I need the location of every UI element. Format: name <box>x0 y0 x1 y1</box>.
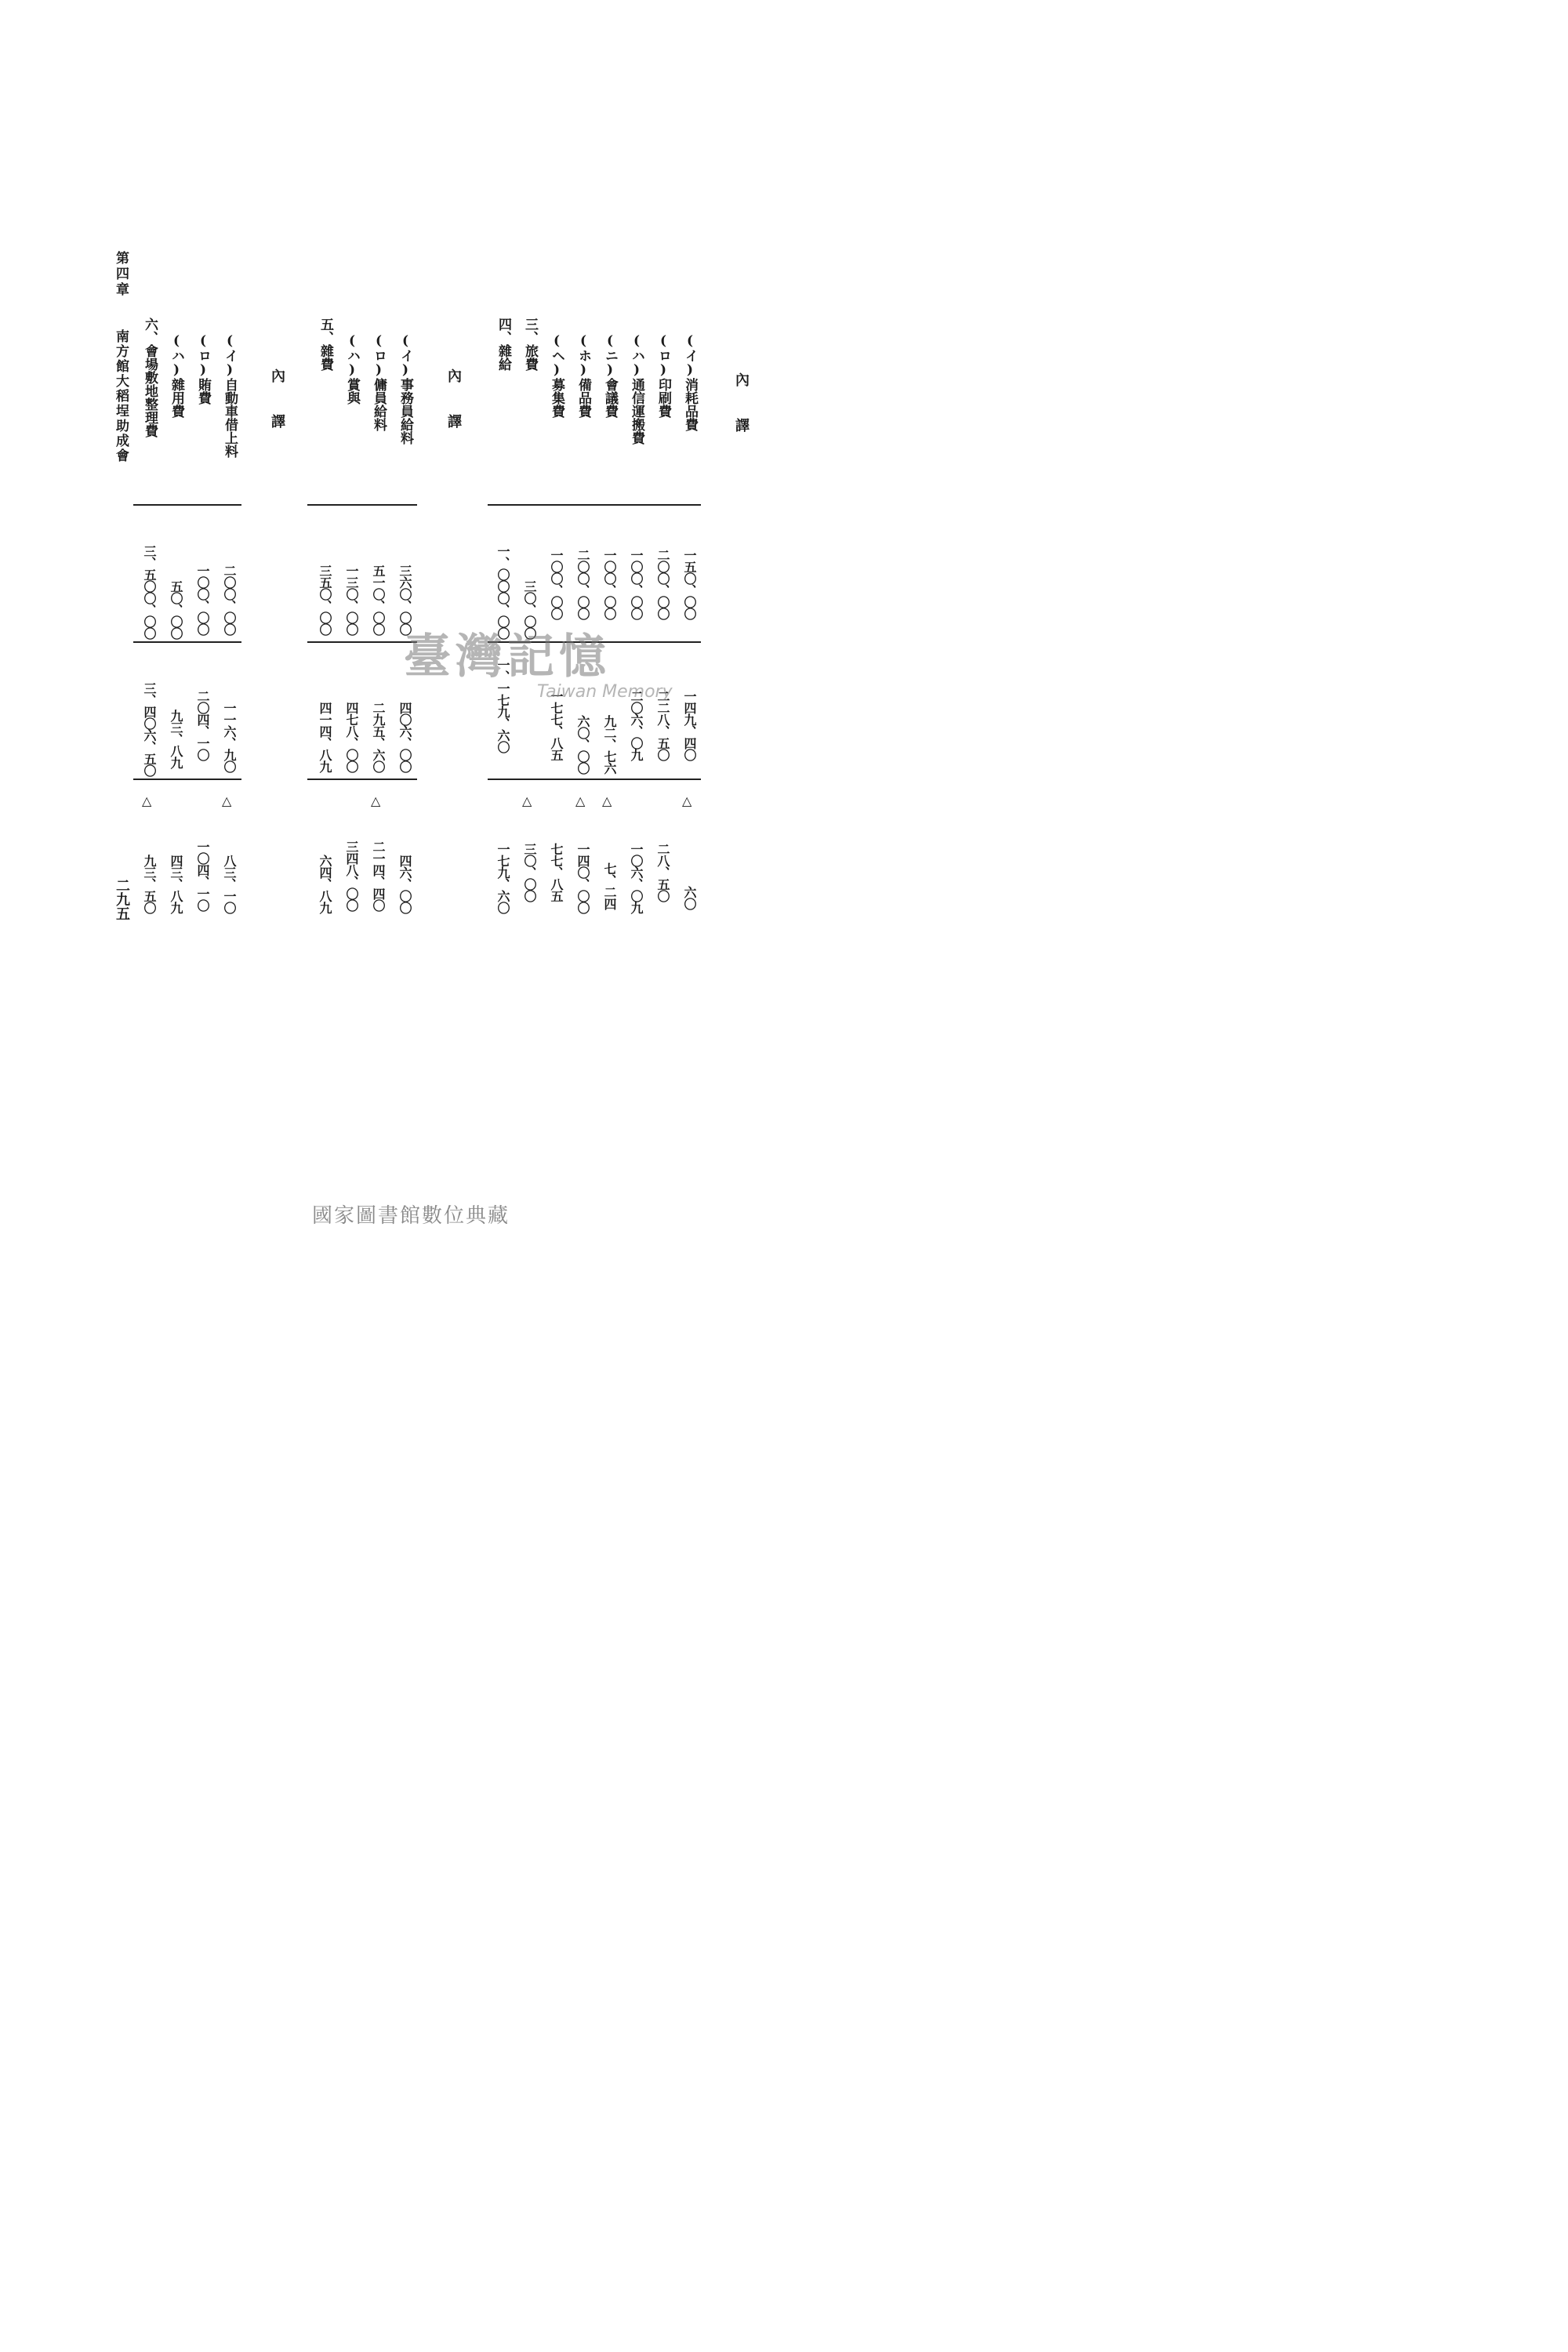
budget-value: 一〇〇、〇〇 <box>549 549 564 619</box>
difference-value: 四三、八九 <box>169 855 183 913</box>
item-label: 五、雜費 <box>318 318 333 371</box>
budget-value: 五〇、〇〇 <box>169 580 183 639</box>
item-label: (ロ)印刷費 <box>655 333 671 418</box>
decrease-triangle: △ <box>602 793 612 808</box>
budget-value: 五一〇、〇〇 <box>371 564 386 635</box>
budget-value: 二〇〇、〇〇 <box>222 564 237 635</box>
difference-value: 三四八、〇〇 <box>344 840 359 911</box>
difference-value: 一〇四、一〇 <box>195 840 210 911</box>
actual-value: 三、四〇六、五〇 <box>142 682 157 776</box>
watermark <box>404 619 673 702</box>
budget-value: 一三〇、〇〇 <box>344 564 359 635</box>
item-label: 六、會場敷地整理費 <box>142 318 158 437</box>
budget-value: 二〇〇、〇〇 <box>655 549 670 619</box>
actual-value: 一一六、九〇 <box>222 702 237 772</box>
chapter-title: 第四章 <box>113 251 129 298</box>
difference-value: 三〇、〇〇 <box>522 843 537 902</box>
rule-c-1 <box>133 504 241 506</box>
budget-value: 一〇〇、〇〇 <box>629 549 644 619</box>
rule-a-3 <box>488 779 701 780</box>
difference-value: 九三、五〇 <box>142 855 157 913</box>
budget-value: 三、五〇〇、〇〇 <box>142 545 157 639</box>
watermark-cjk: 臺灣記憶 <box>404 630 611 684</box>
difference-value: 四六、〇〇 <box>397 855 412 913</box>
difference-value: 七、二四 <box>602 862 617 909</box>
rule-c-2 <box>133 641 241 643</box>
item-label: (ハ)通信運搬費 <box>629 333 644 445</box>
item-label: (ヘ)募集費 <box>549 333 564 418</box>
item-label: (ハ)賞與 <box>344 333 360 405</box>
breakdown-label-a: 內譯 <box>733 372 750 463</box>
budget-value: 三五〇、〇〇 <box>318 564 332 635</box>
chapter-header <box>111 251 131 298</box>
difference-value: 二八、五〇 <box>655 843 670 902</box>
item-label: (ニ)會議費 <box>602 333 618 418</box>
item-label: (イ)自動車借上料 <box>222 333 238 458</box>
difference-value: 八三、一〇 <box>222 855 237 913</box>
page-number: 二九五 <box>114 878 130 920</box>
item-label: (イ)消耗品費 <box>682 333 698 431</box>
budget-value: 一〇〇、〇〇 <box>195 564 210 635</box>
organization-title: 南方館大稻埕助成會 <box>113 329 129 463</box>
decrease-triangle: △ <box>142 793 152 808</box>
rule-b-3 <box>307 779 417 780</box>
rule-a-1 <box>488 504 701 506</box>
decrease-triangle: △ <box>522 793 532 808</box>
footer-credit: 國家圖書館數位典藏 <box>311 1204 510 1228</box>
rule-b-2 <box>307 641 417 643</box>
item-label: (イ)事務員給料 <box>397 333 413 445</box>
difference-value: 七七、八五 <box>549 843 564 902</box>
actual-value: 四〇六、〇〇 <box>397 702 412 772</box>
actual-value: 九三、八九 <box>169 710 183 768</box>
item-label: 三、旅費 <box>522 318 538 371</box>
watermark-en: Taiwan Memory <box>537 682 673 702</box>
budget-value: 一〇〇、〇〇 <box>602 549 617 619</box>
item-label: (ロ)賄費 <box>195 333 211 405</box>
difference-value: 一四〇、〇〇 <box>575 843 590 913</box>
difference-value: 六〇 <box>682 886 697 909</box>
budget-value: 二〇〇、〇〇 <box>575 549 590 619</box>
actual-value: 一七七、八五 <box>549 690 564 760</box>
rule-c-3 <box>133 779 241 780</box>
item-label: 四、雜給 <box>495 318 511 371</box>
decrease-triangle: △ <box>222 793 232 808</box>
decrease-triangle: △ <box>371 793 381 808</box>
breakdown-label-b: 內譯 <box>445 368 462 459</box>
actual-value: 九二、七六 <box>602 715 617 774</box>
actual-value: 一、一七九、六〇 <box>495 659 510 753</box>
difference-value: 二一四、四〇 <box>371 840 386 911</box>
breakdown-label-c: 內譯 <box>269 368 285 459</box>
difference-value: 六四、八九 <box>318 855 332 913</box>
actual-value: 四七八、〇〇 <box>344 702 359 772</box>
item-label: (ロ)傭員給料 <box>371 333 387 431</box>
actual-value: 二二八、五〇 <box>655 690 670 760</box>
decrease-triangle: △ <box>575 793 586 808</box>
budget-value: 三六〇、〇〇 <box>397 564 412 635</box>
actual-value: 二九五、六〇 <box>371 702 386 772</box>
budget-value: 一五〇、〇〇 <box>682 549 697 619</box>
actual-value: 六〇、〇〇 <box>575 715 590 774</box>
actual-value: 四一四、八九 <box>318 702 332 772</box>
actual-value: 二〇六、〇九 <box>629 690 644 760</box>
actual-value: 二〇四、一〇 <box>195 690 210 760</box>
item-label: (ハ)雜用費 <box>169 333 184 418</box>
difference-value: 一七九、六〇 <box>495 843 510 913</box>
item-label: (ホ)備品費 <box>575 333 591 418</box>
difference-value: 一〇六、〇九 <box>629 843 644 913</box>
rule-b-1 <box>307 504 417 506</box>
actual-value: 一四九、四〇 <box>682 690 697 760</box>
budget-value: 一、〇〇〇、〇〇 <box>495 545 510 639</box>
budget-value: 三〇、〇〇 <box>522 580 537 639</box>
decrease-triangle: △ <box>682 793 692 808</box>
